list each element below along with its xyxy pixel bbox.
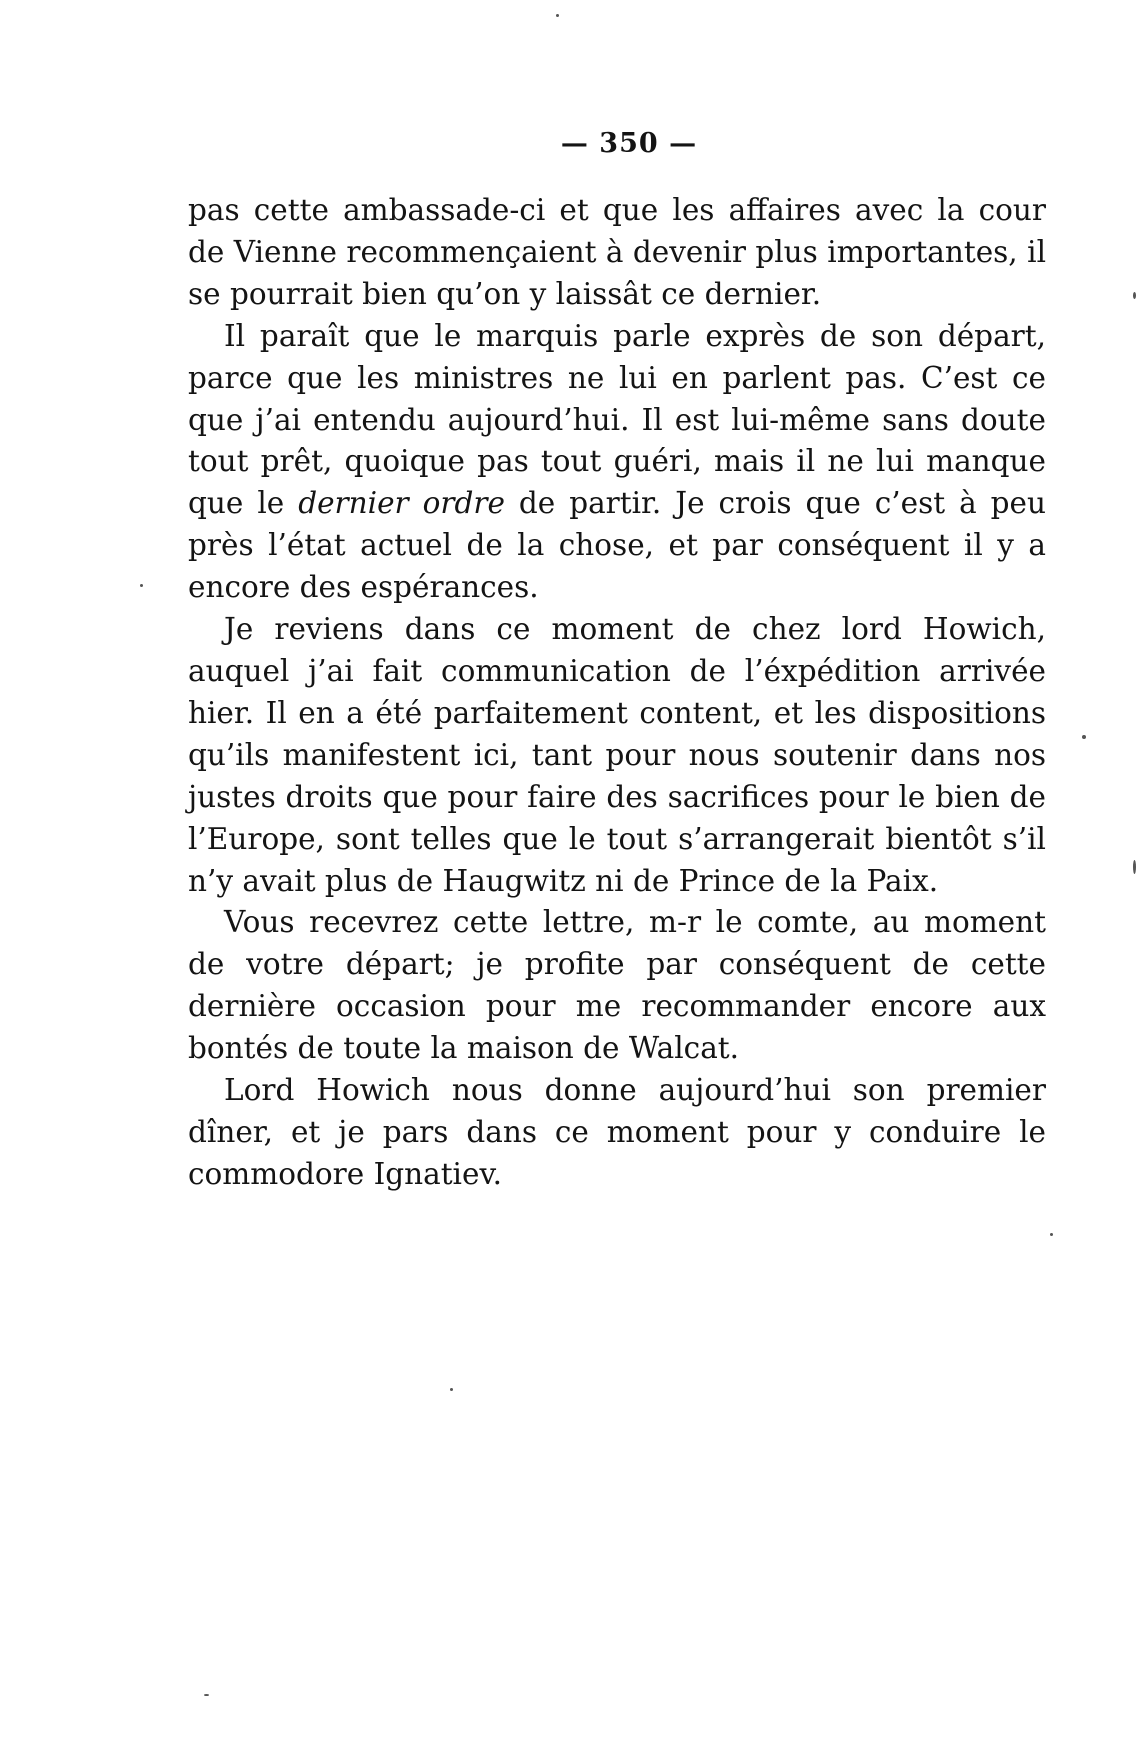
body-text: [188, 190, 1046, 1196]
scan-speck: [1133, 860, 1136, 874]
paragraph: [188, 902, 1046, 1070]
text-segment: Il paraît que le marquis parle exprès de son départ, parce que les ministres ne lui en parlent pas. C’est ce que j’ai entendu aujourd’hui. Il est lui-même sans doute tout prêt, quoique pas tout guéri, mais il ne lui manque que le: [188, 318, 1046, 521]
paragraph: [188, 1070, 1046, 1196]
scan-speck: [556, 14, 559, 17]
scan-speck: [450, 1388, 453, 1391]
text-segment: Lord Howich nous donne aujourd’hui son premier dîner, et je pars dans ce moment pour y conduire le commodore Ignatiev.: [188, 1073, 1046, 1191]
text-segment: pas cette ambassade-ci et que les affaires avec la cour de Vienne recommençaient à devenir plus importantes, il se pourrait bien qu’on y laissât ce dernier.: [188, 193, 1046, 311]
paragraph: [188, 190, 1046, 316]
scan-speck: [1050, 1233, 1053, 1236]
text-segment: Je reviens dans ce moment de chez lord Howich, auquel j’ai fait communication de l’éxpédition arrivée hier. Il en a été parfaitement content, et les dispositions qu’ils manifestent ici, tant pour nous soutenir dans nos justes droits que pour faire des sacrifices pour le bien de l’Europe, sont telles que le tout s’arrangerait bientôt s’il n’y avait plus de Haugwitz ni de Prince de la Paix.: [188, 612, 1046, 898]
text-segment: Vous recevrez cette lettre, m-r le comte, au moment de votre départ; je profite par conséquent de cette dernière occasion pour me recommander encore aux bontés de toute la maison de Walcat.: [188, 905, 1046, 1066]
scan-speck: [140, 584, 143, 587]
scan-speck: [204, 1694, 209, 1696]
paragraph: [188, 609, 1046, 902]
text-segment: de partir. Je crois que c’est à peu près l’état actuel de la chose, et par conséquent il y a encore des espérances.: [188, 486, 1046, 605]
italic-phrase: dernier ordre: [298, 486, 505, 521]
paragraph: [188, 316, 1046, 609]
page-number: — 350 —: [560, 128, 698, 159]
scan-speck: [1082, 735, 1086, 739]
scan-speck: [1133, 292, 1136, 299]
